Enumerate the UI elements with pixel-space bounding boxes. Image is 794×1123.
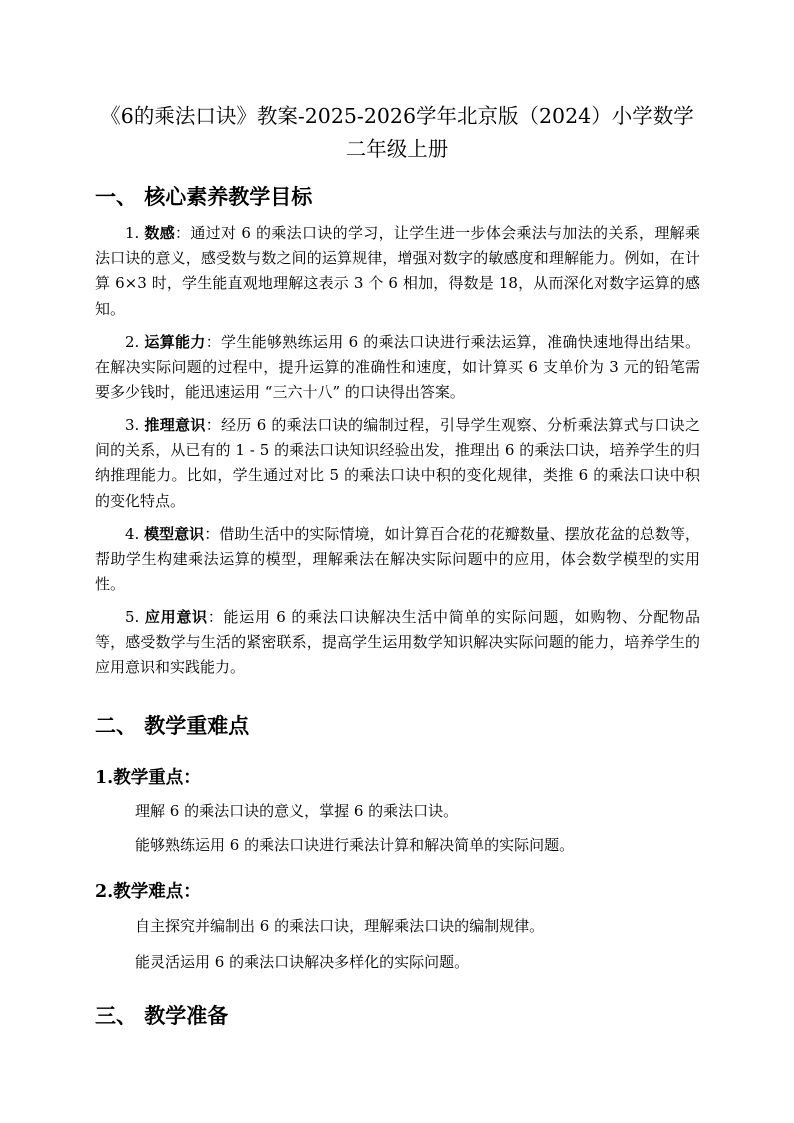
key-points-heading: 1.教学重点： (95, 768, 201, 788)
section-3-heading: 三、 教学准备 (95, 1003, 229, 1028)
title-line-2: 二年级上册 (345, 137, 449, 161)
document-title (0, 100, 794, 166)
goal-paragraph-5: 5. 应用意识：能运用 6 的乘法口诀解决生活中简单的实际问题，如购物、分配物品等，感受数学与生活的紧密联系，提高学生运用数学知识解决实际问题的能力，培养学生的应用意识和实践能力。 (95, 608, 700, 677)
goal-term: 数感 (144, 224, 176, 242)
key-point-item: 理解 6 的乘法口诀的意义，掌握 6 的乘法口诀。 (135, 802, 459, 820)
difficult-point-item: 能灵活运用 6 的乘法口诀解决多样化的实际问题。 (135, 953, 470, 971)
title-line-1: 《6的乘法口诀》教案-2025-2026学年北京版（2024）小学数学 (100, 104, 694, 128)
goal-term: 应用意识 (144, 608, 208, 626)
goal-term: 模型意识 (144, 525, 205, 543)
goal-paragraph-1: 1. 数感：通过对 6 的乘法口诀的学习，让学生进一步体会乘法与加法的关系，理解乘法口诀的意义，感受数与数之间的运算规律，增强对数字的敏感度和理解能力。例如，在计算 6×3 时，学生能直观地理解这表示 3 个 6 相加，得数是 18，从而深化对数字运算的感知。 (95, 224, 700, 318)
goal-paragraph-4: 4. 模型意识：借助生活中的实际情境，如计算百合花的花瓣数量、摆放花盆的总数等，帮助学生构建乘法运算的模型，理解乘法在解决实际问题中的应用，体会数学模型的实用性。 (95, 525, 700, 594)
goal-paragraph-3: 3. 推理意识：经历 6 的乘法口诀的编制过程，引导学生观察、分析乘法算式与口诀之间的关系，从已有的 1 - 5 的乘法口诀知识经验出发，推理出 6 的乘法口诀，培养学生的归纳推理能力。比如，学生通过对比 5 的乘法口诀中积的变化规律，类推 6 的乘法口诀中积的变化特点。 (95, 416, 700, 510)
section-2-heading: 二、 教学重难点 (95, 713, 250, 738)
goal-paragraph-2: 2. 运算能力：学生能够熟练运用 6 的乘法口诀进行乘法运算，准确快速地得出结果。在解决实际问题的过程中，提升运算的准确性和速度，如计算买 6 支单价为 3 元的铅笔需要多少钱时，能迅速运用 “三六十八” 的口诀得出答案。 (95, 333, 700, 402)
goal-term: 推理意识 (144, 416, 206, 434)
goal-term: 运算能力 (144, 333, 206, 351)
key-point-item: 能够熟练运用 6 的乘法口诀进行乘法计算和解决简单的实际问题。 (135, 836, 575, 854)
section-1-heading: 一、 核心素养教学目标 (95, 184, 313, 209)
difficult-point-item: 自主探究并编制出 6 的乘法口诀，理解乘法口诀的编制规律。 (135, 917, 545, 935)
difficult-points-heading: 2.教学难点： (95, 882, 201, 902)
